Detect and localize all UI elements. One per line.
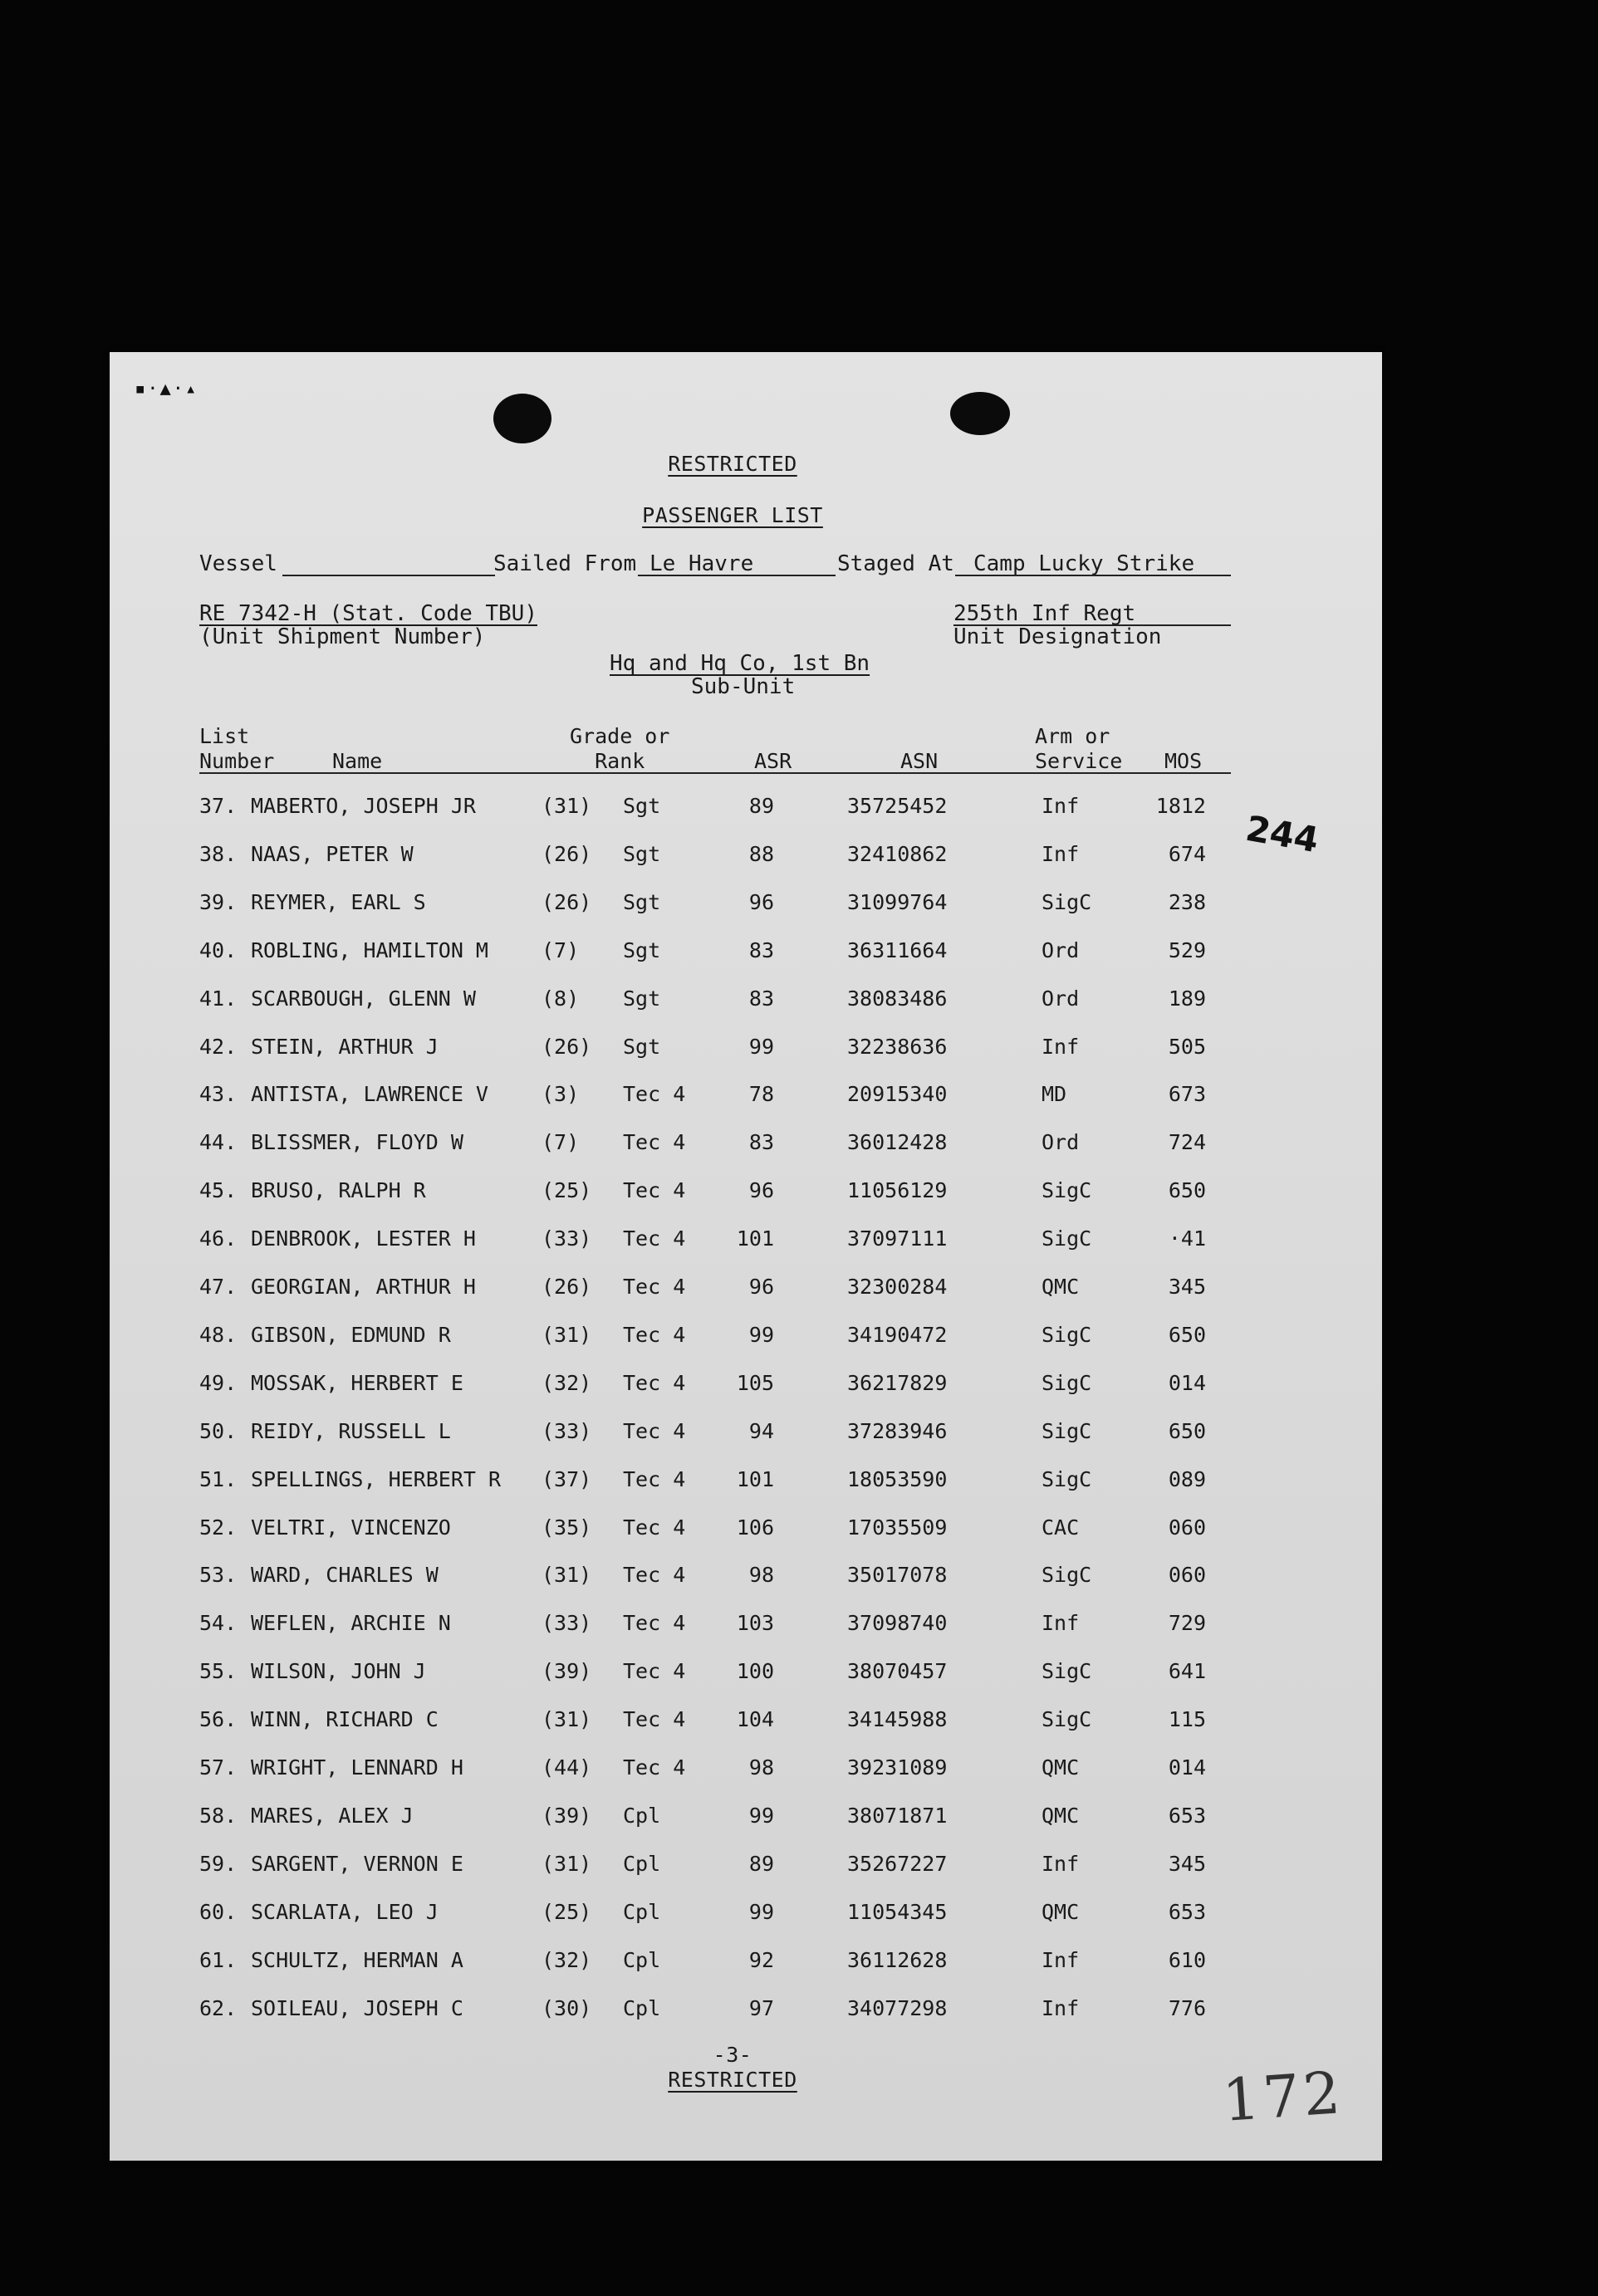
asr-cell: 106 [736,1515,774,1540]
col-asr: ASR [754,749,792,773]
passenger-name-cell: WARD, CHARLES W [251,1563,439,1588]
rank-cell: Cpl [623,1995,661,2020]
mos-cell: 345 [1168,1851,1206,1876]
col-mos: MOS [1164,749,1203,773]
passenger-name-cell: WRIGHT, LENNARD H [251,1755,463,1780]
rank-cell: Tec 4 [623,1130,686,1155]
asr-cell: 99 [748,1322,774,1347]
asr-cell: 78 [748,1082,774,1107]
list-number-cell: 44. [199,1130,238,1155]
grade-cell: (37) [542,1466,592,1491]
list-number-cell: 51. [199,1466,238,1491]
arm-service-cell: Inf [1042,1851,1080,1876]
arm-service-cell: SigC [1042,1659,1092,1684]
mos-cell: 650 [1168,1178,1206,1203]
grade-cell: (8) [542,986,580,1011]
mos-cell: 729 [1168,1611,1206,1636]
table-row [110,1852,1382,1885]
sailed-from-label: Sailed From [493,551,637,576]
asr-cell: 83 [748,986,774,1011]
list-number-cell: 40. [199,937,238,962]
table-row [110,986,1382,1020]
mos-cell: 189 [1168,986,1206,1011]
asn-cell: 31099764 [847,889,948,914]
list-number-cell: 58. [199,1803,238,1828]
mos-cell: 505 [1168,1034,1206,1059]
staged-at-underline [955,575,1231,576]
table-row [110,1948,1382,1981]
table-row [110,1226,1382,1260]
passenger-name-cell: ROBLING, HAMILTON M [251,937,488,962]
asn-cell: 35267227 [847,1851,948,1876]
asr-cell: 101 [736,1226,774,1251]
header-rule [199,772,1231,774]
asn-cell: 34145988 [847,1707,948,1732]
list-number-cell: 43. [199,1082,238,1107]
list-number-cell: 49. [199,1370,238,1395]
col-asn: ASN [900,749,939,773]
passenger-name-cell: SARGENT, VERNON E [251,1851,463,1876]
list-number-cell: 38. [199,841,238,866]
table-row [110,1659,1382,1692]
table-row [110,890,1382,923]
document-title: PASSENGER LIST [642,503,823,527]
asr-cell: 88 [748,841,774,866]
mos-cell: ·41 [1168,1226,1206,1251]
grade-cell: (31) [542,794,592,818]
grade-cell: (31) [542,1851,592,1876]
asn-cell: 38070457 [847,1659,948,1684]
grade-cell: (7) [542,1130,580,1155]
asn-cell: 35017078 [847,1563,948,1588]
asr-cell: 96 [748,1275,774,1299]
passenger-name-cell: SCHULTZ, HERMAN A [251,1947,463,1972]
mos-cell: 529 [1168,937,1206,962]
mos-cell: 060 [1168,1515,1206,1540]
passenger-name-cell: REIDY, RUSSELL L [251,1418,451,1443]
mos-cell: 724 [1168,1130,1206,1155]
arm-service-cell: QMC [1042,1899,1080,1924]
asr-cell: 105 [736,1370,774,1395]
mos-cell: 1812 [1155,794,1206,818]
arm-service-cell: SigC [1042,1466,1092,1491]
mos-cell: 653 [1168,1899,1206,1924]
asr-cell: 96 [748,1178,774,1203]
mos-cell: 060 [1168,1563,1206,1588]
document-page [110,352,1382,2161]
passenger-name-cell: VELTRI, VINCENZO [251,1515,451,1540]
arm-service-cell: Inf [1042,841,1080,866]
passenger-name-cell: GIBSON, EDMUND R [251,1322,451,1347]
asr-cell: 89 [748,1851,774,1876]
mos-cell: 650 [1168,1418,1206,1443]
arm-service-cell: SigC [1042,1370,1092,1395]
grade-cell: (32) [542,1947,592,1972]
grade-cell: (31) [542,1322,592,1347]
passenger-name-cell: WINN, RICHARD C [251,1707,439,1732]
table-row [110,842,1382,875]
asn-cell: 11056129 [847,1178,948,1203]
rank-cell: Tec 4 [623,1515,686,1540]
rank-cell: Tec 4 [623,1322,686,1347]
grade-cell: (30) [542,1995,592,2020]
punch-hole-left [493,394,551,443]
table-row [110,1467,1382,1500]
rank-cell: Sgt [623,937,661,962]
mos-cell: 238 [1168,889,1206,914]
list-number-cell: 48. [199,1322,238,1347]
list-number-cell: 45. [199,1178,238,1203]
table-row [110,1900,1382,1933]
asn-cell: 36217829 [847,1370,948,1395]
asr-cell: 99 [748,1803,774,1828]
asr-cell: 96 [748,889,774,914]
arm-service-cell: CAC [1042,1515,1080,1540]
passenger-name-cell: DENBROOK, LESTER H [251,1226,476,1251]
grade-cell: (26) [542,1275,592,1299]
grade-cell: (31) [542,1563,592,1588]
mos-cell: 089 [1168,1466,1206,1491]
asr-cell: 98 [748,1755,774,1780]
rank-cell: Sgt [623,794,661,818]
list-number-cell: 46. [199,1226,238,1251]
asr-cell: 100 [736,1659,774,1684]
asn-cell: 11054345 [847,1899,948,1924]
list-number-cell: 54. [199,1611,238,1636]
grade-cell: (26) [542,841,592,866]
asn-cell: 34190472 [847,1322,948,1347]
passenger-name-cell: MARES, ALEX J [251,1803,414,1828]
staged-at-label: Staged At [837,551,954,576]
table-row [110,1804,1382,1837]
list-number-cell: 53. [199,1563,238,1588]
passenger-name-cell: WEFLEN, ARCHIE N [251,1611,451,1636]
rank-cell: Cpl [623,1803,661,1828]
rank-cell: Tec 4 [623,1226,686,1251]
asr-cell: 99 [748,1899,774,1924]
sailed-from-value: Le Havre [649,551,754,576]
grade-cell: (31) [542,1707,592,1732]
rank-cell: Tec 4 [623,1707,686,1732]
rank-cell: Sgt [623,986,661,1011]
grade-cell: (25) [542,1178,592,1203]
table-row [110,938,1382,972]
asn-cell: 34077298 [847,1995,948,2020]
arm-service-cell: Inf [1042,1995,1080,2020]
table-row [110,1707,1382,1740]
asr-cell: 83 [748,1130,774,1155]
arm-service-cell: SigC [1042,1226,1092,1251]
table-row [110,794,1382,827]
asr-cell: 97 [748,1995,774,2020]
stamped-number: 244 [1243,807,1322,861]
grade-cell: (33) [542,1611,592,1636]
mos-cell: 653 [1168,1803,1206,1828]
table-row [110,1035,1382,1068]
list-number-cell: 57. [199,1755,238,1780]
asn-cell: 32410862 [847,841,948,866]
arm-service-cell: SigC [1042,1418,1092,1443]
asn-cell: 20915340 [847,1082,948,1107]
torn-edge-mark: ▪·▲·▴ [135,379,199,399]
page-number: -3- [713,2043,752,2067]
grade-cell: (7) [542,937,580,962]
list-number-cell: 47. [199,1275,238,1299]
passenger-name-cell: REYMER, EARL S [251,889,426,914]
rank-cell: Tec 4 [623,1659,686,1684]
arm-service-cell: QMC [1042,1803,1080,1828]
list-number-cell: 59. [199,1851,238,1876]
passenger-name-cell: MOSSAK, HERBERT E [251,1370,463,1395]
table-row [110,1419,1382,1452]
passenger-name-cell: SCARLATA, LEO J [251,1899,439,1924]
passenger-name-cell: MABERTO, JOSEPH JR [251,794,476,818]
grade-cell: (26) [542,1034,592,1059]
table-row [110,1996,1382,2029]
table-row [110,1755,1382,1789]
asr-cell: 104 [736,1707,774,1732]
rank-cell: Tec 4 [623,1178,686,1203]
arm-service-cell: SigC [1042,1178,1092,1203]
passenger-name-cell: NAAS, PETER W [251,841,414,866]
rank-cell: Tec 4 [623,1418,686,1443]
table-row [110,1275,1382,1308]
list-number-cell: 55. [199,1659,238,1684]
unit-designation: 255th Inf Regt [953,601,1136,626]
col-name: Name [332,749,383,773]
rank-cell: Tec 4 [623,1370,686,1395]
table-row [110,1178,1382,1212]
grade-cell: (44) [542,1755,592,1780]
asn-cell: 32300284 [847,1275,948,1299]
mos-cell: 345 [1168,1275,1206,1299]
restricted-header: RESTRICTED [668,452,797,476]
list-number-cell: 39. [199,889,238,914]
arm-service-cell: Ord [1042,986,1080,1011]
grade-cell: (32) [542,1370,592,1395]
unit-shipment-number: RE 7342-H (Stat. Code TBU) [199,601,537,626]
mos-cell: 610 [1168,1947,1206,1972]
mos-cell: 641 [1168,1659,1206,1684]
passenger-name-cell: GEORGIAN, ARTHUR H [251,1275,476,1299]
list-number-cell: 62. [199,1995,238,2020]
asr-cell: 92 [748,1947,774,1972]
rank-cell: Cpl [623,1851,661,1876]
arm-service-cell: MD [1042,1082,1067,1107]
passenger-name-cell: ANTISTA, LAWRENCE V [251,1082,488,1107]
arm-service-cell: SigC [1042,889,1092,914]
vessel-label: Vessel [199,551,277,576]
grade-cell: (35) [542,1515,592,1540]
passenger-name-cell: SPELLINGS, HERBERT R [251,1466,502,1491]
handwritten-number: 172 [1220,2059,1346,2135]
col-list-number: List Number [199,724,275,773]
rank-cell: Tec 4 [623,1275,686,1299]
asr-cell: 89 [748,794,774,818]
rank-cell: Sgt [623,841,661,866]
table-row [110,1323,1382,1356]
asn-cell: 37097111 [847,1226,948,1251]
sailed-from-underline [638,575,836,576]
mos-cell: 776 [1168,1995,1206,2020]
passenger-name-cell: SCARBOUGH, GLENN W [251,986,476,1011]
rank-cell: Cpl [623,1899,661,1924]
arm-service-cell: QMC [1042,1755,1080,1780]
rank-cell: Tec 4 [623,1755,686,1780]
asn-cell: 38083486 [847,986,948,1011]
table-row [110,1515,1382,1549]
rank-cell: Cpl [623,1947,661,1972]
list-number-cell: 61. [199,1947,238,1972]
list-number-cell: 56. [199,1707,238,1732]
asn-cell: 38071871 [847,1803,948,1828]
rank-cell: Tec 4 [623,1611,686,1636]
rank-cell: Tec 4 [623,1082,686,1107]
table-row [110,1611,1382,1644]
arm-service-cell: SigC [1042,1707,1092,1732]
asn-cell: 37283946 [847,1418,948,1443]
mos-cell: 673 [1168,1082,1206,1107]
arm-service-cell: Inf [1042,1947,1080,1972]
rank-cell: Sgt [623,889,661,914]
sub-unit: Hq and Hq Co, 1st Bn [610,651,870,676]
asr-cell: 99 [748,1034,774,1059]
arm-service-cell: Inf [1042,794,1080,818]
list-number-cell: 37. [199,794,238,818]
arm-service-cell: SigC [1042,1322,1092,1347]
table-row [110,1563,1382,1596]
staged-at-value: Camp Lucky Strike [973,551,1195,576]
table-row [110,1082,1382,1115]
list-number-cell: 52. [199,1515,238,1540]
mos-cell: 014 [1168,1755,1206,1780]
asn-cell: 35725452 [847,794,948,818]
grade-cell: (3) [542,1082,580,1107]
asr-cell: 103 [736,1611,774,1636]
col-grade-rank: Grade or Rank [570,724,670,773]
arm-service-cell: Inf [1042,1611,1080,1636]
arm-service-cell: Inf [1042,1034,1080,1059]
grade-cell: (39) [542,1803,592,1828]
restricted-footer: RESTRICTED [668,2068,797,2092]
punch-hole-right [950,392,1010,435]
list-number-cell: 41. [199,986,238,1011]
list-number-cell: 60. [199,1899,238,1924]
passenger-name-cell: BLISSMER, FLOYD W [251,1130,463,1155]
mos-cell: 115 [1168,1707,1206,1732]
asn-cell: 18053590 [847,1466,948,1491]
table-row [110,1130,1382,1163]
asn-cell: 39231089 [847,1755,948,1780]
list-number-cell: 42. [199,1034,238,1059]
arm-service-cell: QMC [1042,1275,1080,1299]
asr-cell: 94 [748,1418,774,1443]
grade-cell: (33) [542,1226,592,1251]
unit-designation-caption: Unit Designation [953,624,1162,649]
arm-service-cell: Ord [1042,937,1080,962]
asn-cell: 17035509 [847,1515,948,1540]
arm-service-cell: Ord [1042,1130,1080,1155]
col-arm-service: Arm or Service [1035,724,1123,773]
asr-cell: 98 [748,1563,774,1588]
arm-service-cell: SigC [1042,1563,1092,1588]
vessel-underline [282,575,495,576]
passenger-name-cell: SOILEAU, JOSEPH C [251,1995,463,2020]
list-number-cell: 50. [199,1418,238,1443]
rank-cell: Tec 4 [623,1563,686,1588]
mos-cell: 650 [1168,1322,1206,1347]
rank-cell: Tec 4 [623,1466,686,1491]
asn-cell: 36112628 [847,1947,948,1972]
mos-cell: 674 [1168,841,1206,866]
asn-cell: 36012428 [847,1130,948,1155]
asn-cell: 37098740 [847,1611,948,1636]
grade-cell: (33) [542,1418,592,1443]
grade-cell: (26) [542,889,592,914]
unit-shipment-caption: (Unit Shipment Number) [199,624,486,649]
grade-cell: (39) [542,1659,592,1684]
rank-cell: Sgt [623,1034,661,1059]
passenger-name-cell: BRUSO, RALPH R [251,1178,426,1203]
asr-cell: 83 [748,937,774,962]
mos-cell: 014 [1168,1370,1206,1395]
table-row [110,1371,1382,1404]
passenger-name-cell: WILSON, JOHN J [251,1659,426,1684]
asn-cell: 36311664 [847,937,948,962]
asn-cell: 32238636 [847,1034,948,1059]
asr-cell: 101 [736,1466,774,1491]
grade-cell: (25) [542,1899,592,1924]
sub-unit-caption: Sub-Unit [691,674,796,699]
passenger-name-cell: STEIN, ARTHUR J [251,1034,439,1059]
